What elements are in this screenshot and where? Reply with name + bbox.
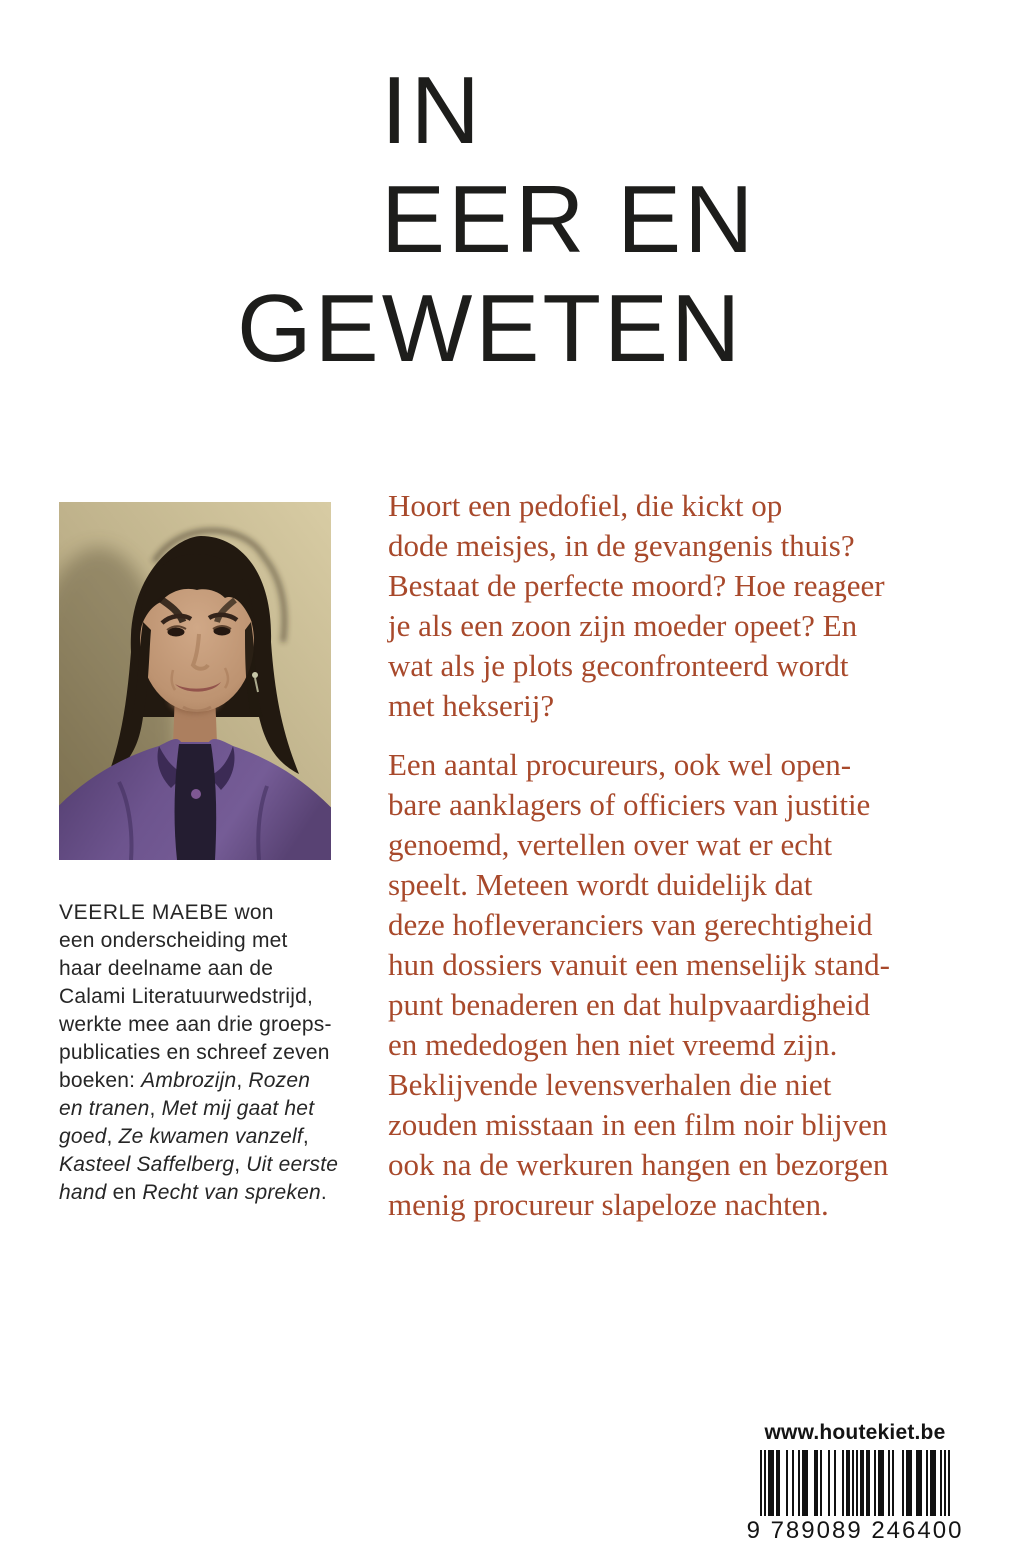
- book-title: [237, 56, 756, 383]
- blurb-paragraph: Hoort een pedofiel, die kickt op dode meisjes, in de gevangenis thuis? Bestaat de perfecte moord? Hoe reageer je als een zoon zijn moeder opeet? En wat als je plots geconfronteerd wordt met hekserij?: [388, 488, 885, 723]
- title-line: GEWETEN: [237, 275, 744, 382]
- bio-line: haar deelname aan de: [59, 957, 274, 980]
- bio-line: boeken: Ambrozijn, Rozen: [59, 1069, 311, 1092]
- back-cover-blurb: [388, 486, 988, 1244]
- author-bio: [59, 899, 379, 1207]
- bio-line: hand en Recht van spreken.: [59, 1181, 327, 1204]
- author-portrait-image: [59, 502, 331, 860]
- bio-line: goed, Ze kwamen vanzelf,: [59, 1125, 309, 1148]
- isbn-barcode: [760, 1450, 950, 1516]
- bio-line: en tranen, Met mij gaat het: [59, 1097, 315, 1120]
- bio-line: VEERLE MAEBE won: [59, 901, 274, 924]
- bio-line: Kasteel Saffelberg, Uit eerste: [59, 1153, 339, 1176]
- bio-line: publicaties en schreef zeven: [59, 1041, 330, 1064]
- isbn-number: 9 789089 246400: [746, 1517, 964, 1544]
- blurb-paragraph: Een aantal procureurs, ook wel open- bare aanklagers of officiers van justitie genoemd, vertellen over wat er echt speelt. Meteen wordt duidelijk dat deze hofleveranciers van gerechtigheid hun dossiers vanuit een menselijk stand- punt benaderen en dat hulpvaardigheid en mededogen hen niet vreemd zijn. Beklijvende levensverhalen die niet zouden misstaan in een film noir blijven ook na de werkuren hangen en bezorgen menig procureur slapeloze nachten.: [388, 747, 890, 1222]
- title-line: EER EN: [381, 166, 757, 273]
- publisher-website: www.houtekiet.be: [764, 1421, 946, 1444]
- title-line: IN: [381, 57, 483, 164]
- bio-line: Calami Literatuurwedstrijd,: [59, 985, 313, 1008]
- author-photo: [59, 502, 331, 860]
- publisher-block: [744, 1421, 966, 1545]
- bio-line: een onderscheiding met: [59, 929, 288, 952]
- bio-line: werkte mee aan drie groeps-: [59, 1013, 332, 1036]
